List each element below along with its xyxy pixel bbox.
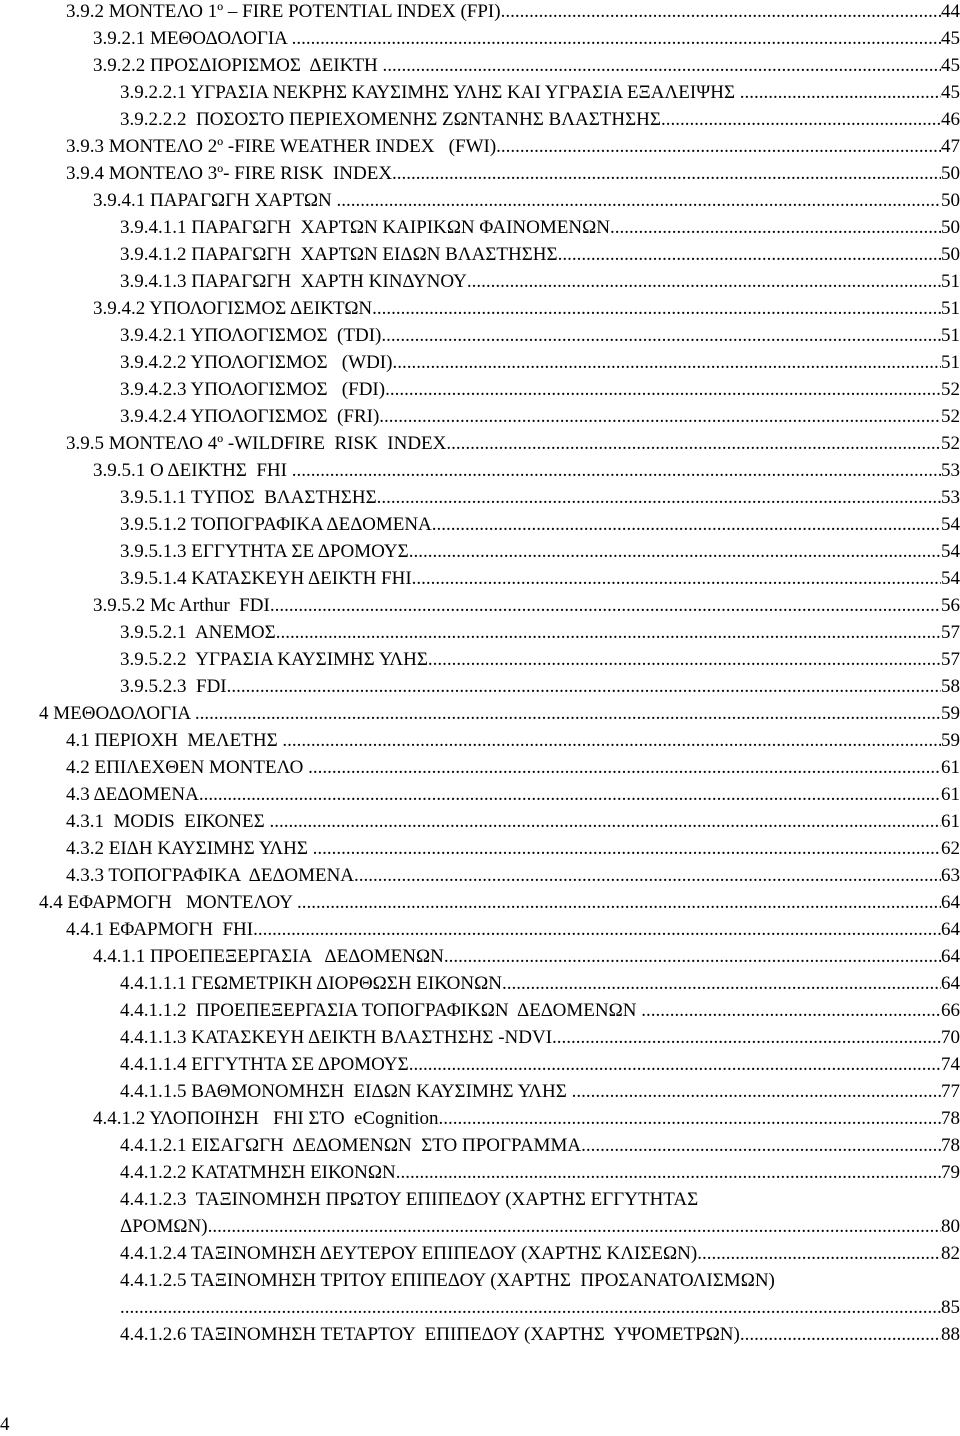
- toc-entry-title: 3.9.5.1.4 ΚΑΤΑΣΚΕΥΗ ΔΕΙΚΤΗ FHI: [120, 568, 412, 589]
- toc-entry-title: 3.9.4.2.4 ΥΠΟΛΟΓΙΣΜΟΣ (FRI): [120, 406, 380, 427]
- toc-entry[interactable]: [0, 1135, 960, 1157]
- toc-entry-title: 4.3.1 MODIS ΕΙΚΟΝΕΣ: [66, 811, 270, 832]
- toc-dot-leader: [661, 109, 941, 131]
- toc-entry-page: 54: [941, 541, 960, 562]
- toc-entry[interactable]: [0, 1270, 960, 1292]
- toc-entry[interactable]: [0, 568, 960, 590]
- toc-entry-title: 4.4.1 ΕΦΑΡΜΟΓΗ FHI: [66, 919, 254, 940]
- toc-entry-page: 54: [941, 568, 960, 589]
- toc-entry[interactable]: [0, 1189, 960, 1211]
- toc-entry-page: 82: [941, 1243, 960, 1264]
- toc-entry[interactable]: [0, 271, 960, 293]
- toc-dot-leader: [253, 919, 941, 941]
- toc-dot-leader: [409, 541, 941, 563]
- toc-dot-leader: [558, 244, 941, 266]
- toc-entry-title: 4.4.1.1.3 ΚΑΤΑΣΚΕΥΗ ΔΕΙΚΤΗ ΒΛΑΣΤΗΣΗΣ -NDVI: [120, 1027, 553, 1048]
- page-number: 4: [0, 1414, 10, 1435]
- toc-entry[interactable]: [0, 1162, 960, 1184]
- toc-entry[interactable]: [0, 811, 960, 833]
- toc-entry[interactable]: [0, 217, 960, 239]
- toc-dot-leader: [392, 163, 941, 185]
- toc-entry-page: 58: [941, 676, 960, 697]
- toc-entry[interactable]: [0, 946, 960, 968]
- toc-entry-title: 3.9.3 ΜΟΝΤΕΛΟ 2º -FIRE WEATHER INDEX (FWI): [66, 136, 497, 157]
- toc-entry[interactable]: [0, 109, 960, 131]
- toc-entry-page: 64: [941, 946, 960, 967]
- toc-entry-title: 3.9.4.2.3 ΥΠΟΛΟΓΙΣΜΟΣ (FDI): [120, 379, 386, 400]
- toc-entry[interactable]: [0, 973, 960, 995]
- toc-entry[interactable]: [0, 892, 960, 914]
- toc-entry-page: 77: [941, 1081, 960, 1102]
- toc-entry-title: 4.4.1.2.6 ΤΑΞΙΝΟΜΗΣΗ ΤΕΤΑΡΤΟΥ ΕΠΙΠΕΔΟΥ (ΧΑΡΤΗΣ ΥΨΟΜΕΤΡΩΝ): [120, 1324, 740, 1345]
- toc-entry-title: 4.4.1.2.1 ΕΙΣΑΓΩΓΗ ΔΕΔΟΜΕΝΩΝ ΣΤΟ ΠΡΟΓΡΑΜΜΑ: [120, 1135, 582, 1156]
- toc-entry-page: 80: [941, 1216, 960, 1237]
- toc-dot-leader: [297, 892, 941, 914]
- toc-entry-page: 74: [941, 1054, 960, 1075]
- toc-entry-title: 3.9.2.2.1 ΥΓΡΑΣΙΑ ΝΕΚΡΗΣ ΚΑΥΣΙΜΗΣ ΥΛΗΣ ΚΑΙ ΥΓΡΑΣΙΑ ΕΞΑΛΕΙΨΗΣ: [120, 82, 740, 103]
- toc-entry-page: 63: [941, 865, 960, 886]
- toc-dot-leader: [308, 757, 941, 779]
- toc-entry-title: 3.9.4.2.2 ΥΠΟΛΟΓΙΣΜΟΣ (WDI): [120, 352, 393, 373]
- toc-entry-title: 3.9.5 ΜΟΝΤΕΛΟ 4º -WILDFIRE RISK INDEX: [66, 433, 447, 454]
- toc-entry-page: 88: [941, 1324, 960, 1345]
- toc-dot-leader: [444, 946, 941, 968]
- toc-entry-page: 78: [941, 1108, 960, 1129]
- toc-entry[interactable]: [0, 919, 960, 941]
- toc-entry[interactable]: [0, 325, 960, 347]
- toc-entry-title: 4.4.1.1.1 ΓΕΩΜΕΤΡΙΚΗ ΔΙΟΡΘΩΣΗ ΕΙΚΟΝΩΝ: [120, 973, 502, 994]
- toc-entry[interactable]: [0, 595, 960, 617]
- toc-entry-title: 3.9.4.1.3 ΠΑΡΑΓΩΓΗ ΧΑΡΤΗ ΚΙΝΔΥΝΟΥ: [120, 271, 467, 292]
- toc-dot-leader: [439, 1108, 942, 1130]
- toc-entry-title: 3.9.4.1.2 ΠΑΡΑΓΩΓΗ ΧΑΡΤΩΝ ΕΙΔΩΝ ΒΛΑΣΤΗΣΗΣ: [120, 244, 558, 265]
- toc-entry-title: 3.9.5.2.1 ΑΝΕΜΟΣ: [120, 622, 276, 643]
- toc-dot-leader: [120, 1297, 941, 1319]
- toc-entry-page: 56: [941, 595, 960, 616]
- toc-dot-leader: [496, 136, 941, 158]
- toc-entry-page: 66: [941, 1000, 960, 1021]
- toc-entry[interactable]: [0, 1081, 960, 1103]
- toc-entry[interactable]: [0, 487, 960, 509]
- toc-dot-leader: [610, 217, 941, 239]
- toc-dot-leader: [740, 82, 941, 104]
- toc-dot-leader: [383, 55, 941, 77]
- toc-entry[interactable]: [0, 460, 960, 482]
- toc-entry-title: 4.4.1.2.3 ΤΑΞΙΝΟΜΗΣΗ ΠΡΩΤΟΥ ΕΠΙΠΕΔΟΥ (ΧΑΡΤΗΣ ΕΓΓΥΤΗΤΑΣ: [120, 1189, 699, 1210]
- toc-dot-leader: [372, 298, 941, 320]
- toc-dot-leader: [199, 784, 941, 806]
- toc-entry[interactable]: [0, 1216, 960, 1238]
- toc-entry-page: 50: [941, 190, 960, 211]
- toc-entry[interactable]: [0, 1, 960, 23]
- toc-dot-leader: [552, 1027, 941, 1049]
- toc-dot-leader: [195, 703, 941, 725]
- toc-entry-title: 3.9.4 ΜΟΝΤΕΛΟ 3º- FIRE RISK INDEX: [66, 163, 393, 184]
- toc-entry-page: 52: [941, 406, 960, 427]
- toc-entry-page: 85: [941, 1297, 960, 1318]
- toc-entry[interactable]: [0, 55, 960, 77]
- toc-entry[interactable]: [0, 433, 960, 455]
- toc-entry[interactable]: [0, 703, 960, 725]
- toc-dot-leader: [412, 568, 941, 590]
- toc-entry[interactable]: [0, 163, 960, 185]
- toc-entry[interactable]: [0, 649, 960, 671]
- toc-entry[interactable]: [0, 541, 960, 563]
- toc-entry-title: 4 ΜΕΘΟΔΟΛΟΓΙΑ: [39, 703, 195, 724]
- toc-entry-title: 4.2 ΕΠΙΛΕΧΘΕΝ ΜΟΝΤΕΛΟ: [66, 757, 309, 778]
- toc-entry-title: 3.9.5.2.2 ΥΓΡΑΣΙΑ ΚΑΥΣΙΜΗΣ ΥΛΗΣ: [120, 649, 428, 670]
- toc-entry-title: 3.9.5.1.2 ΤΟΠΟΓΡΑΦΙΚΑ ΔΕΔΟΜΕΝΑ: [120, 514, 432, 535]
- toc-entry-title: 3.9.5.2 Mc Arthur FDI: [93, 595, 270, 616]
- toc-entry-title: 3.9.4.2 ΥΠΟΛΟΓΙΣΜΟΣ ΔΕΙΚΤΩΝ: [93, 298, 373, 319]
- toc-entry[interactable]: [0, 1027, 960, 1049]
- toc-entry[interactable]: [0, 784, 960, 806]
- toc-entry-page: 53: [941, 487, 960, 508]
- toc-entry[interactable]: [0, 1000, 960, 1022]
- toc-entry-title: 4.4.1.2.4 ΤΑΞΙΝΟΜΗΣΗ ΔΕΥΤΕΡΟΥ ΕΠΙΠΕΔΟΥ (ΧΑΡΤΗΣ ΚΛΙΣΕΩΝ): [120, 1243, 698, 1264]
- toc-entry-page: 57: [941, 622, 960, 643]
- toc-entry-page: 45: [941, 28, 960, 49]
- toc-entry-title: 3.9.5.1 Ο ΔΕΙΚΤΗΣ FHI: [93, 460, 292, 481]
- toc-entry[interactable]: [0, 406, 960, 428]
- toc-entry-page: 64: [941, 919, 960, 940]
- toc-entry[interactable]: [0, 757, 960, 779]
- toc-dot-leader: [276, 622, 941, 644]
- toc-entry-title: 4.4 ΕΦΑΡΜΟΓΗ ΜΟΝΤΕΛΟΥ: [39, 892, 298, 913]
- toc-entry-page: 57: [941, 649, 960, 670]
- toc-entry-page: 52: [941, 379, 960, 400]
- toc-entry[interactable]: [0, 730, 960, 752]
- toc-dot-leader: [385, 379, 941, 401]
- toc-entry-page: 46: [941, 109, 960, 130]
- toc-entry-page: 52: [941, 433, 960, 454]
- toc-entry-page: 51: [941, 271, 960, 292]
- toc-entry-page: 64: [941, 973, 960, 994]
- toc-entry-page: 78: [941, 1135, 960, 1156]
- toc-entry-page: 50: [941, 244, 960, 265]
- toc-entry[interactable]: [0, 136, 960, 158]
- toc-entry-title: 4.4.1.1.2 ΠΡΟΕΠΕΞΕΡΓΑΣΙΑ ΤΟΠΟΓΡΑΦΙΚΩΝ ΔΕΔΟΜΕΝΩΝ: [120, 1000, 642, 1021]
- toc-dot-leader: [581, 1135, 941, 1157]
- toc-dot-leader: [467, 271, 941, 293]
- toc-dot-leader: [501, 1, 941, 23]
- toc-entry[interactable]: [0, 838, 960, 860]
- toc-entry-title: 3.9.2 ΜΟΝΤΕΛΟ 1º – FIRE POTENTIAL INDEX (FPI): [66, 1, 501, 22]
- toc-entry[interactable]: [0, 1054, 960, 1076]
- toc-dot-leader: [432, 514, 941, 536]
- toc-entry-page: 51: [941, 325, 960, 346]
- toc-entry-page: 54: [941, 514, 960, 535]
- toc-entry-title: 3.9.2.1 ΜΕΘΟΔΟΛΟΓΙΑ: [93, 28, 292, 49]
- toc-dot-leader: [377, 487, 941, 509]
- toc-dot-leader: [270, 595, 941, 617]
- toc-dot-leader: [269, 811, 941, 833]
- toc-entry[interactable]: [0, 379, 960, 401]
- toc-entry[interactable]: [0, 514, 960, 536]
- toc-entry-page: 50: [941, 163, 960, 184]
- toc-entry-title: 3.9.5.1.3 ΕΓΓΥΤΗΤΑ ΣΕ ΔΡΟΜΟΥΣ: [120, 541, 409, 562]
- toc-entry[interactable]: [0, 82, 960, 104]
- toc-entry-title: 4.1 ΠΕΡΙΟΧΗ ΜΕΛΕΤΗΣ: [66, 730, 283, 751]
- toc-entry-page: 45: [941, 55, 960, 76]
- toc-entry-title: 3.9.2.2 ΠΡΟΣΔΙΟΡΙΣΜΟΣ ΔΕΙΚΤΗ: [93, 55, 383, 76]
- toc-dot-leader: [428, 649, 941, 671]
- toc-entry-page: 45: [941, 82, 960, 103]
- toc-entry-page: 44: [941, 1, 960, 22]
- toc-entry-title: ΔΡΟΜΩΝ): [120, 1216, 208, 1237]
- toc-dot-leader: [381, 325, 941, 347]
- toc-entry[interactable]: [0, 676, 960, 698]
- toc-dot-leader: [396, 1162, 941, 1184]
- toc-dot-leader: [227, 676, 941, 698]
- toc-entry-title: 4.4.1.2.2 ΚΑΤΑΤΜΗΣΗ ΕΙΚΟΝΩΝ: [120, 1162, 396, 1183]
- toc-entry[interactable]: [0, 1108, 960, 1130]
- toc-entry-page: 62: [941, 838, 960, 859]
- toc-entry-page: 51: [941, 352, 960, 373]
- toc-entry-title: 3.9.5.2.3 FDI: [120, 676, 227, 697]
- toc-dot-leader: [208, 1216, 941, 1238]
- toc-dot-leader: [292, 460, 941, 482]
- toc-entry-page: 50: [941, 217, 960, 238]
- toc-entry-page: 53: [941, 460, 960, 481]
- toc-entry-title: 4.4.1.1 ΠΡΟΕΠΕΞΕΡΓΑΣΙΑ ΔΕΔΟΜΕΝΩΝ: [93, 946, 444, 967]
- toc-dot-leader: [502, 973, 941, 995]
- toc-entry[interactable]: [0, 352, 960, 374]
- toc-entry[interactable]: [0, 298, 960, 320]
- toc-dot-leader: [740, 1324, 941, 1346]
- toc-dot-leader: [336, 190, 941, 212]
- toc-dot-leader: [354, 865, 941, 887]
- toc-dot-leader: [409, 1054, 941, 1076]
- toc-entry-title: 4.3.2 ΕΙΔΗ ΚΑΥΣΙΜΗΣ ΥΛΗΣ: [66, 838, 313, 859]
- toc-entry-title: 3.9.5.1.1 ΤΥΠΟΣ ΒΛΑΣΤΗΣΗΣ: [120, 487, 377, 508]
- toc-entry-page: 64: [941, 892, 960, 913]
- toc-entry-title: 4.3.3 ΤΟΠΟΓΡΑΦΙΚΑ ΔΕΔΟΜΕΝΑ: [66, 865, 355, 886]
- toc-entry-title: 4.3 ΔΕΔΟΜΕΝΑ: [66, 784, 199, 805]
- toc-entry[interactable]: [0, 244, 960, 266]
- toc-entry-title: 4.4.1.2 ΥΛΟΠΟΙΗΣΗ FHI ΣΤΟ eCognition: [93, 1108, 439, 1129]
- toc-entry[interactable]: [0, 865, 960, 887]
- toc-entry-page: 51: [941, 298, 960, 319]
- toc-entry[interactable]: [0, 1297, 960, 1319]
- toc-entry-page: 61: [941, 757, 960, 778]
- toc-entry-title: 3.9.4.1 ΠΑΡΑΓΩΓΗ ΧΑΡΤΩΝ: [93, 190, 337, 211]
- toc-entry[interactable]: [0, 1324, 960, 1346]
- toc-entry-page: 59: [941, 730, 960, 751]
- toc-entry[interactable]: [0, 190, 960, 212]
- toc-dot-leader: [379, 406, 941, 428]
- toc-entry-page: 47: [941, 136, 960, 157]
- toc-entry-title: 3.9.4.2.1 ΥΠΟΛΟΓΙΣΜΟΣ (TDI): [120, 325, 382, 346]
- toc-dot-leader: [572, 1081, 941, 1103]
- toc-entry[interactable]: [0, 622, 960, 644]
- toc-entry-page: 61: [941, 811, 960, 832]
- toc-entry[interactable]: [0, 28, 960, 50]
- toc-entry-title: 3.9.2.2.2 ΠΟΣΟΣΤΟ ΠΕΡΙΕΧΟΜΕΝΗΣ ΖΩΝΤΑΝΗΣ ΒΛΑΣΤΗΣΗΣ: [120, 109, 661, 130]
- toc-entry-title: 3.9.4.1.1 ΠΑΡΑΓΩΓΗ ΧΑΡΤΩΝ ΚΑΙΡΙΚΩΝ ΦΑΙΝΟΜΕΝΩΝ: [120, 217, 610, 238]
- toc-entry-page: 59: [941, 703, 960, 724]
- toc-entry[interactable]: [0, 1243, 960, 1265]
- toc-entry-title: 4.4.1.2.5 ΤΑΞΙΝΟΜΗΣΗ ΤΡΙΤΟΥ ΕΠΙΠΕΔΟΥ (ΧΑΡΤΗΣ ΠΡΟΣΑΝΑΤΟΛΙΣΜΩΝ): [120, 1270, 775, 1291]
- toc-entry-page: 79: [941, 1162, 960, 1183]
- toc-dot-leader: [641, 1000, 941, 1022]
- toc-dot-leader: [697, 1243, 941, 1265]
- toc-dot-leader: [282, 730, 941, 752]
- toc-dot-leader: [392, 352, 941, 374]
- toc-dot-leader: [446, 433, 941, 455]
- toc-entry-title: 4.4.1.1.4 ΕΓΓΥΤΗΤΑ ΣΕ ΔΡΟΜΟΥΣ: [120, 1054, 409, 1075]
- toc-entry-page: 61: [941, 784, 960, 805]
- toc-dot-leader: [292, 28, 941, 50]
- toc-entry-title: 4.4.1.1.5 ΒΑΘΜΟΝΟΜΗΣΗ ΕΙΔΩΝ ΚΑΥΣΙΜΗΣ ΥΛΗΣ: [120, 1081, 572, 1102]
- toc-dot-leader: [313, 838, 941, 860]
- toc-entry-page: 70: [941, 1027, 960, 1048]
